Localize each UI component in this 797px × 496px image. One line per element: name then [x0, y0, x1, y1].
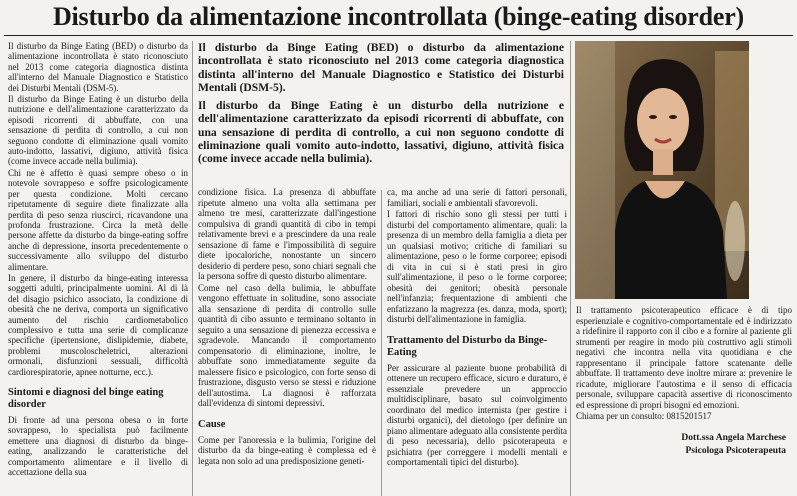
- article-headline: Disturbo da alimentazione incontrollata (binge-eating disorder): [52, 2, 745, 31]
- section-heading-cause: Cause: [198, 418, 226, 430]
- author-title: Psicologa Psicoterapeuta: [685, 445, 786, 456]
- column-4: [576, 305, 792, 496]
- lead-paragraph: Il disturbo da Binge Eating è un disturbo della nutrizione e dell'alimentazione caratterizzato da episodi ricorrenti di abbuffate, con una sensazione di perdita di controllo, a cui non seguono condotte di eliminazione quali vomito auto-indotto, lassativi, digiuno, attività fisica (come invece accade nella bulimia).: [198, 99, 564, 166]
- contact-phone: Chiama per un consulto: 0815201517: [576, 411, 712, 421]
- column-divider: [192, 41, 193, 496]
- section-heading-trattamento: Trattamento del Disturbo da Binge-Eating: [387, 334, 548, 358]
- col2-paragraph: Come per l'anoressia e la bulimia, l'origine del disturbo da da binge-eating è complessa ed è legata non solo ad una predisposizione geneti-: [198, 434, 376, 466]
- col3-paragraph: I fattori di rischio sono gli stessi per tutti i disturbi del comportamento alimentare, quali: la presenza di un membro della famiglia a dieta per un qualsiasi motivo; critiche di familiari su alimentazione, peso o le forme corporee; episodi di vita in cui si è stati presi in giro sull'alimentazione, il peso o le forme corporee; obesità dei genitori; obesità personale nell'infanzia; frequentazione di ambienti che enfatizzano la magrezza (es. danza, moda, sport); disturbi dell'alimentazione in famiglia.: [387, 209, 567, 324]
- headline-rule: [4, 35, 793, 36]
- lead-paragraph: Il disturbo da Binge Eating (BED) o disturbo da alimentazione incontrollata è stato riconosciuto nel 2013 come categoria diagnostica distinta all'interno del Manuale Diagnostico e Statistico dei Disturbi Mentali (DSM-5).: [198, 41, 564, 94]
- portrait-photo-icon: [575, 41, 749, 299]
- col4-paragraph: Il trattamento psicoterapeutico efficace è di tipo esperienziale e cognitivo-comportamentale ed è indirizzato a ridefinire il rapporto con il cibo e a fornire al paziente gli strumenti per reagire in modo più costruttivo agli stimoli negativi che incontra nella vita quotidiana e che rappresentano il principale fattore scatenante delle abbuffate. Il trattamento deve inoltre mirare a: prevenire le ricadute, migliorare l'autostima e il senso di efficacia personale, sviluppare capacità assertive di riconoscimento ed espressione di propri bisogni ed emozioni.: [576, 305, 792, 410]
- col1-paragraph: Chi ne è affetto è quasi sempre obeso o in notevole sovrappeso e soffre psicologicamente per questa condizione. Molti cercano ripetutamente di seguire diete finalizzate alla perdita di peso senza riuscirci, ricavandone una profonda frustrazione. Circa la metà delle persone affette da disturbo da binge-eating soffre anche di depressione, insorta precedentemente o successivamente allo sviluppo del disturbo alimentare.: [8, 167, 188, 272]
- lead-text: [198, 41, 564, 188]
- column-divider: [570, 41, 571, 496]
- column-3: [387, 187, 567, 496]
- col3-paragraph: Per assicurare al paziente buone probabilità di ottenere un recupero efficace, sicuro e duraturo, è essenziale prevedere un approccio multidisciplinare, basato sul coinvolgimento coordinato del medico internista (per gestire i disturbi organici), del dietologo (per definire un piano alimentare adeguato alla consistente perdita di peso necessaria), dello psicoterapeuta e psichiatra (per correggere i modelli mentali e comportamentali tipici del disturbo).: [387, 362, 567, 467]
- section-heading-sintomi: Sintomi e diagnosi del binge eating disorder: [8, 387, 164, 410]
- column-1: [8, 41, 188, 496]
- column-divider: [381, 190, 382, 496]
- col2-paragraph: condizione fisica. La presenza di abbuffate ripetute almeno una volta alla settimana per almeno tre mesi, caratterizzate dall'ingestione compulsiva di grandi quantità di cibo in tempi relativamente brevi e a prescindere da una reale sensazione di fame e l'impossibilità di seguire diete ipocaloriche, nonostante un sincero desiderio di perdere peso, sono chiari segnali che la persona soffre di questo disturbo alimentare.: [198, 187, 376, 281]
- col1-paragraph: In genere, il disturbo da binge-eating interessa soggetti adulti, principalmente uomini. Al di là del disagio psichico associato, la condizione di obesità che ne deriva, comporta un significativo aumento del rischio cardiometabolico complessivo e tutta una serie di complicanze specifiche (ipertensione, dislipidemie, diabete, problemi muscoloscheletrici, alterazioni ormonali, disfunzioni sessuali, difficoltà cardiorespiratorie, apnee notturne, ecc.).: [8, 272, 188, 377]
- col3-paragraph: ca, ma anche ad una serie di fattori personali, familiari, sociali e ambientali sfavorevoli.: [387, 187, 567, 208]
- col2-paragraph: Come nel caso della bulimia, le abbuffate vengono effettuate in solitudine, sono associate alla sensazione di perdita di controllo sulle quantità di cibo assunto e terminano soltanto in seguito a una sensazione di pienezza eccessiva e sgradevole. Mancando il comportamento compensatorio di eliminazione, inoltre, le abbuffate sono immediatamente seguite da malessere fisico e psicologico, con forte senso di frustrazione, disgusto verso se stessi e riduzione dell'autostima. La diagnosi è rafforzata dall'evidenza di sintomi depressivi.: [198, 282, 376, 408]
- col1-paragraph: Il disturbo da Binge Eating (BED) o disturbo da alimentazione incontrollata è stato riconosciuto nel 2013 come categoria diagnostica distinta all'interno del Manuale Diagnostico e Statistico dei Disturbi Mentali (DSM-5).: [8, 41, 188, 93]
- column-2: [198, 187, 376, 496]
- col1-paragraph: Il disturbo da Binge Eating è un disturbo della nutrizione e dell'alimentazione caratterizzato da episodi ricorrenti di abbuffate, con una sensazione di perdita di controllo, a cui non seguono condotte di eliminazione quali vomito auto-indotto, lassativi, digiuno, attività fisica (come invece accade nella bulimia).: [8, 94, 188, 167]
- author-name: Dott.ssa Angela Marchese: [681, 432, 786, 443]
- col1-paragraph: Di fronte ad una persona obesa o in forte sovrappeso, lo specialista può facilmente emettere una diagnosi di disturbo da binge-eating, analizzando le caratteristiche del comportamento alimentare e il livello di accettazione della sua: [8, 415, 188, 478]
- author-signature: [576, 432, 792, 458]
